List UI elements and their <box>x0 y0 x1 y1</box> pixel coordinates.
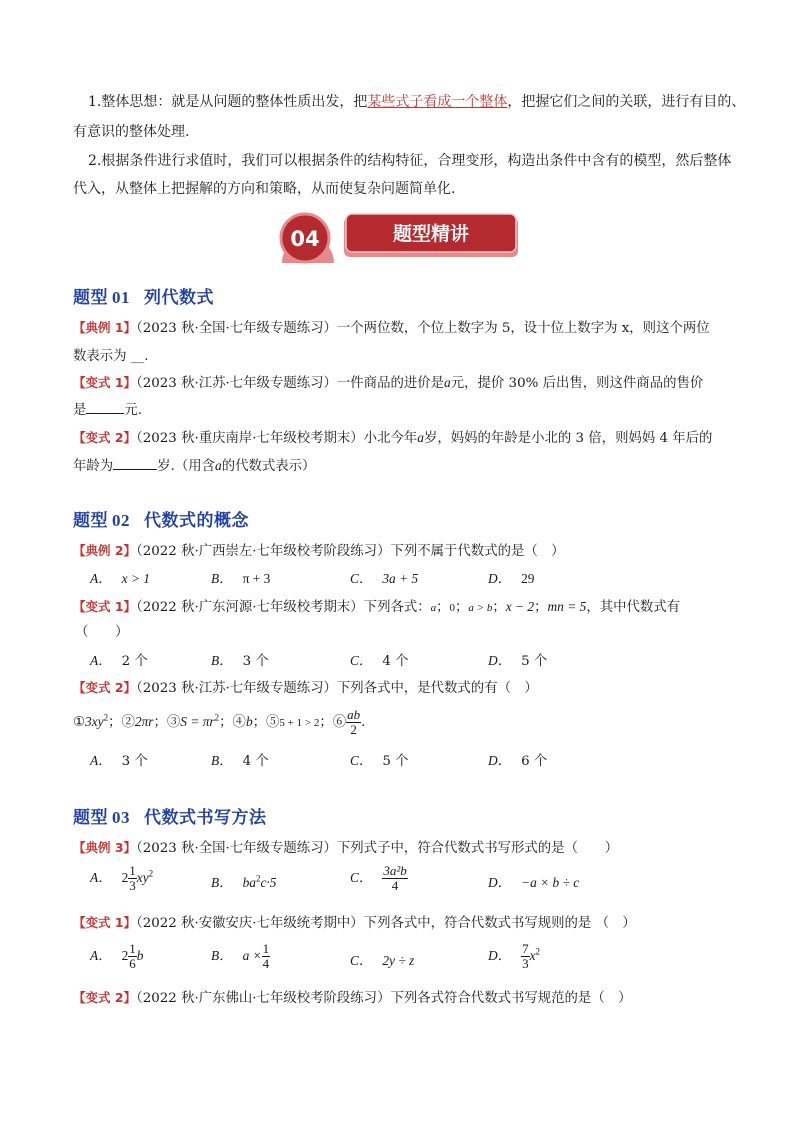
section-title-02 <box>73 506 249 531</box>
option-d[interactable]: D． $\frac{7}{3}$ $x^2$ <box>488 941 541 971</box>
intro-highlight: 某些式子看成一个整体 <box>367 94 508 110</box>
question-text: （2022 秋·广东河源·七年级校考期末）下列各式： <box>136 600 431 615</box>
option-a[interactable]: A． 3 个 <box>90 753 148 769</box>
question-tag: 【变式 2】 <box>73 990 137 1005</box>
variant-1-line-2 <box>73 399 142 418</box>
question-text: ，其中代数式有 <box>586 600 681 615</box>
option-b[interactable]: B． $ba^2c\cdot 5$ <box>211 873 277 890</box>
section-name: 代数式书写方法 <box>144 808 267 828</box>
option-a[interactable]: A． 2 $\frac{1}{3}$ $xy^2$ <box>90 863 154 893</box>
question-tag: 【典例 1】 <box>73 320 137 335</box>
intro-paragraph-1-line-2: 有意识的整体处理. <box>73 124 190 140</box>
option-b[interactable]: B． π + 3 <box>211 571 271 586</box>
question-tag: 【变式 2】 <box>73 430 137 445</box>
variant-1-line-1 <box>73 372 703 391</box>
question-text: 年龄为 <box>73 459 114 474</box>
expression-list: $①3xy^2$；②2πr；③S = $\pi r^2$；④b；⑤5 + 1 > 2；⑥ $\frac{ab}{2}$ . <box>73 707 366 737</box>
question-text: （2023 秋·全国·七年级专题练习）下列式子中，符合代数式书写形式的是（ ） <box>136 841 619 856</box>
option-c[interactable]: C． 3a + 5 <box>350 571 419 586</box>
question-tag: 【变式 1】 <box>73 375 137 390</box>
question-text: （2022 秋·广西崇左·七年级校考阶段练习）下列不属于代数式的是（ ） <box>136 544 565 559</box>
section-prefix: 题型 <box>73 808 108 828</box>
section-prefix: 题型 <box>73 288 108 308</box>
question-tag: 【变式 1】 <box>73 599 137 614</box>
question-text: 元. <box>124 403 143 418</box>
option-a[interactable]: A． x > 1 <box>90 571 150 586</box>
question-tag: 【典例 2】 <box>73 543 137 558</box>
variant-1-question <box>73 912 636 931</box>
example-1-line-2: 数表示为 __. <box>73 349 149 364</box>
question-text: 岁.（用含 <box>157 459 215 474</box>
question-text: （2023 秋·江苏·七年级专题练习）一件商品的进价是 <box>136 376 445 391</box>
intro-paragraph-2-line-1: 2.根据条件进行求值时，我们可以根据条件的结构特征，合理变形，构造出条件中含有的模型，然后整体 <box>88 153 732 169</box>
section-name: 列代数式 <box>144 288 214 308</box>
question-tag: 【典例 3】 <box>73 840 137 855</box>
question-tag: 【变式 1】 <box>73 915 137 930</box>
answer-blank[interactable] <box>86 400 124 414</box>
section-number: 01 <box>112 288 130 307</box>
option-c[interactable]: C． $\frac{\text{3a²b}}{4}$ <box>350 863 407 893</box>
variant-2-question <box>73 677 538 696</box>
intro-text: ，把握它们之间的关联，进行有目的、 <box>507 94 746 110</box>
question-text: （2023 秋·江苏·七年级专题练习）下列各式中，是代数式的有（ ） <box>136 681 538 696</box>
option-d[interactable]: D． −a × b ÷ c <box>488 875 580 890</box>
section-banner <box>272 211 522 267</box>
answer-paren: （ ） <box>75 625 129 640</box>
variant-2-line-2 <box>73 455 315 474</box>
intro-paragraph-1-line-1 <box>88 87 745 117</box>
option-c[interactable]: C． 4 个 <box>350 653 409 669</box>
banner-number: 04 <box>290 227 320 251</box>
option-c[interactable]: C． 2y ÷ z <box>350 953 415 968</box>
fraction: $\frac{ab}{2}$ <box>347 707 361 737</box>
intro-paragraph-2-line-2: 代入，从整体上把握解的方向和策略，从而使复杂问题简单化. <box>73 181 456 197</box>
question-text: 元，提价 30% 后出售，则这件商品的售价 <box>450 376 704 391</box>
question-text: （2022 秋·安徽安庆·七年级统考期中）下列各式中，符合代数式书写规则的是 （ ） <box>136 916 636 931</box>
section-title-03 <box>73 803 267 828</box>
answer-blank[interactable] <box>113 456 157 470</box>
banner-title: 题型精讲 <box>392 223 470 245</box>
section-number: 02 <box>112 511 130 530</box>
math-variable: a <box>215 458 222 473</box>
example-2-question <box>73 540 565 559</box>
question-text: （2023 秋·重庆南岸·七年级校考期末）小北今年 <box>136 431 418 446</box>
question-text: 的代数式表示） <box>221 459 316 474</box>
option-d[interactable]: D． 5 个 <box>488 653 548 669</box>
section-title-01 <box>73 283 214 308</box>
section-number: 03 <box>112 808 130 827</box>
section-prefix: 题型 <box>73 511 108 531</box>
section-name: 代数式的概念 <box>144 511 249 531</box>
math-variable: a <box>444 375 451 390</box>
question-text: （2022 秋·广东佛山·七年级校考阶段练习）下列各式符合代数式书写规范的是（ ） <box>136 991 632 1006</box>
question-text: 是 <box>73 403 87 418</box>
math-variable: a <box>417 430 424 445</box>
question-text: 岁，妈妈的年龄是小北的 3 倍，则妈妈 4 年后的 <box>423 431 713 446</box>
example-1-line-1 <box>73 317 710 336</box>
question-tag: 【变式 2】 <box>73 680 137 695</box>
option-d[interactable]: D． 6 个 <box>488 753 548 769</box>
variant-2-question <box>73 987 632 1006</box>
question-text: （2023 秋·全国·七年级专题练习）一个两位数，个位上数字为 5，设十位上数字为 x，则这个两位 <box>136 321 710 336</box>
example-3-question <box>73 837 618 856</box>
variant-2-line-1 <box>73 427 712 446</box>
intro-text: 1.整体思想：就是从问题的整体性质出发，把 <box>88 94 368 110</box>
option-a[interactable]: A． 2 个 <box>90 653 148 669</box>
variant-1-question: 【变式 1】（2022 秋·广东河源·七年级校考期末）下列各式：a；0；a > b；x − 2；mn = 5，其中代数式有 <box>73 599 681 615</box>
option-a[interactable]: A． 2 $\frac{1}{6}$ b <box>90 941 144 971</box>
option-c[interactable]: C． 5 个 <box>350 753 409 769</box>
option-b[interactable]: B． a × $\frac{1}{4}$ <box>211 941 270 971</box>
option-b[interactable]: B． 4 个 <box>211 753 269 769</box>
option-b[interactable]: B． 3 个 <box>211 653 269 669</box>
option-d[interactable]: D． 29 <box>488 571 535 586</box>
